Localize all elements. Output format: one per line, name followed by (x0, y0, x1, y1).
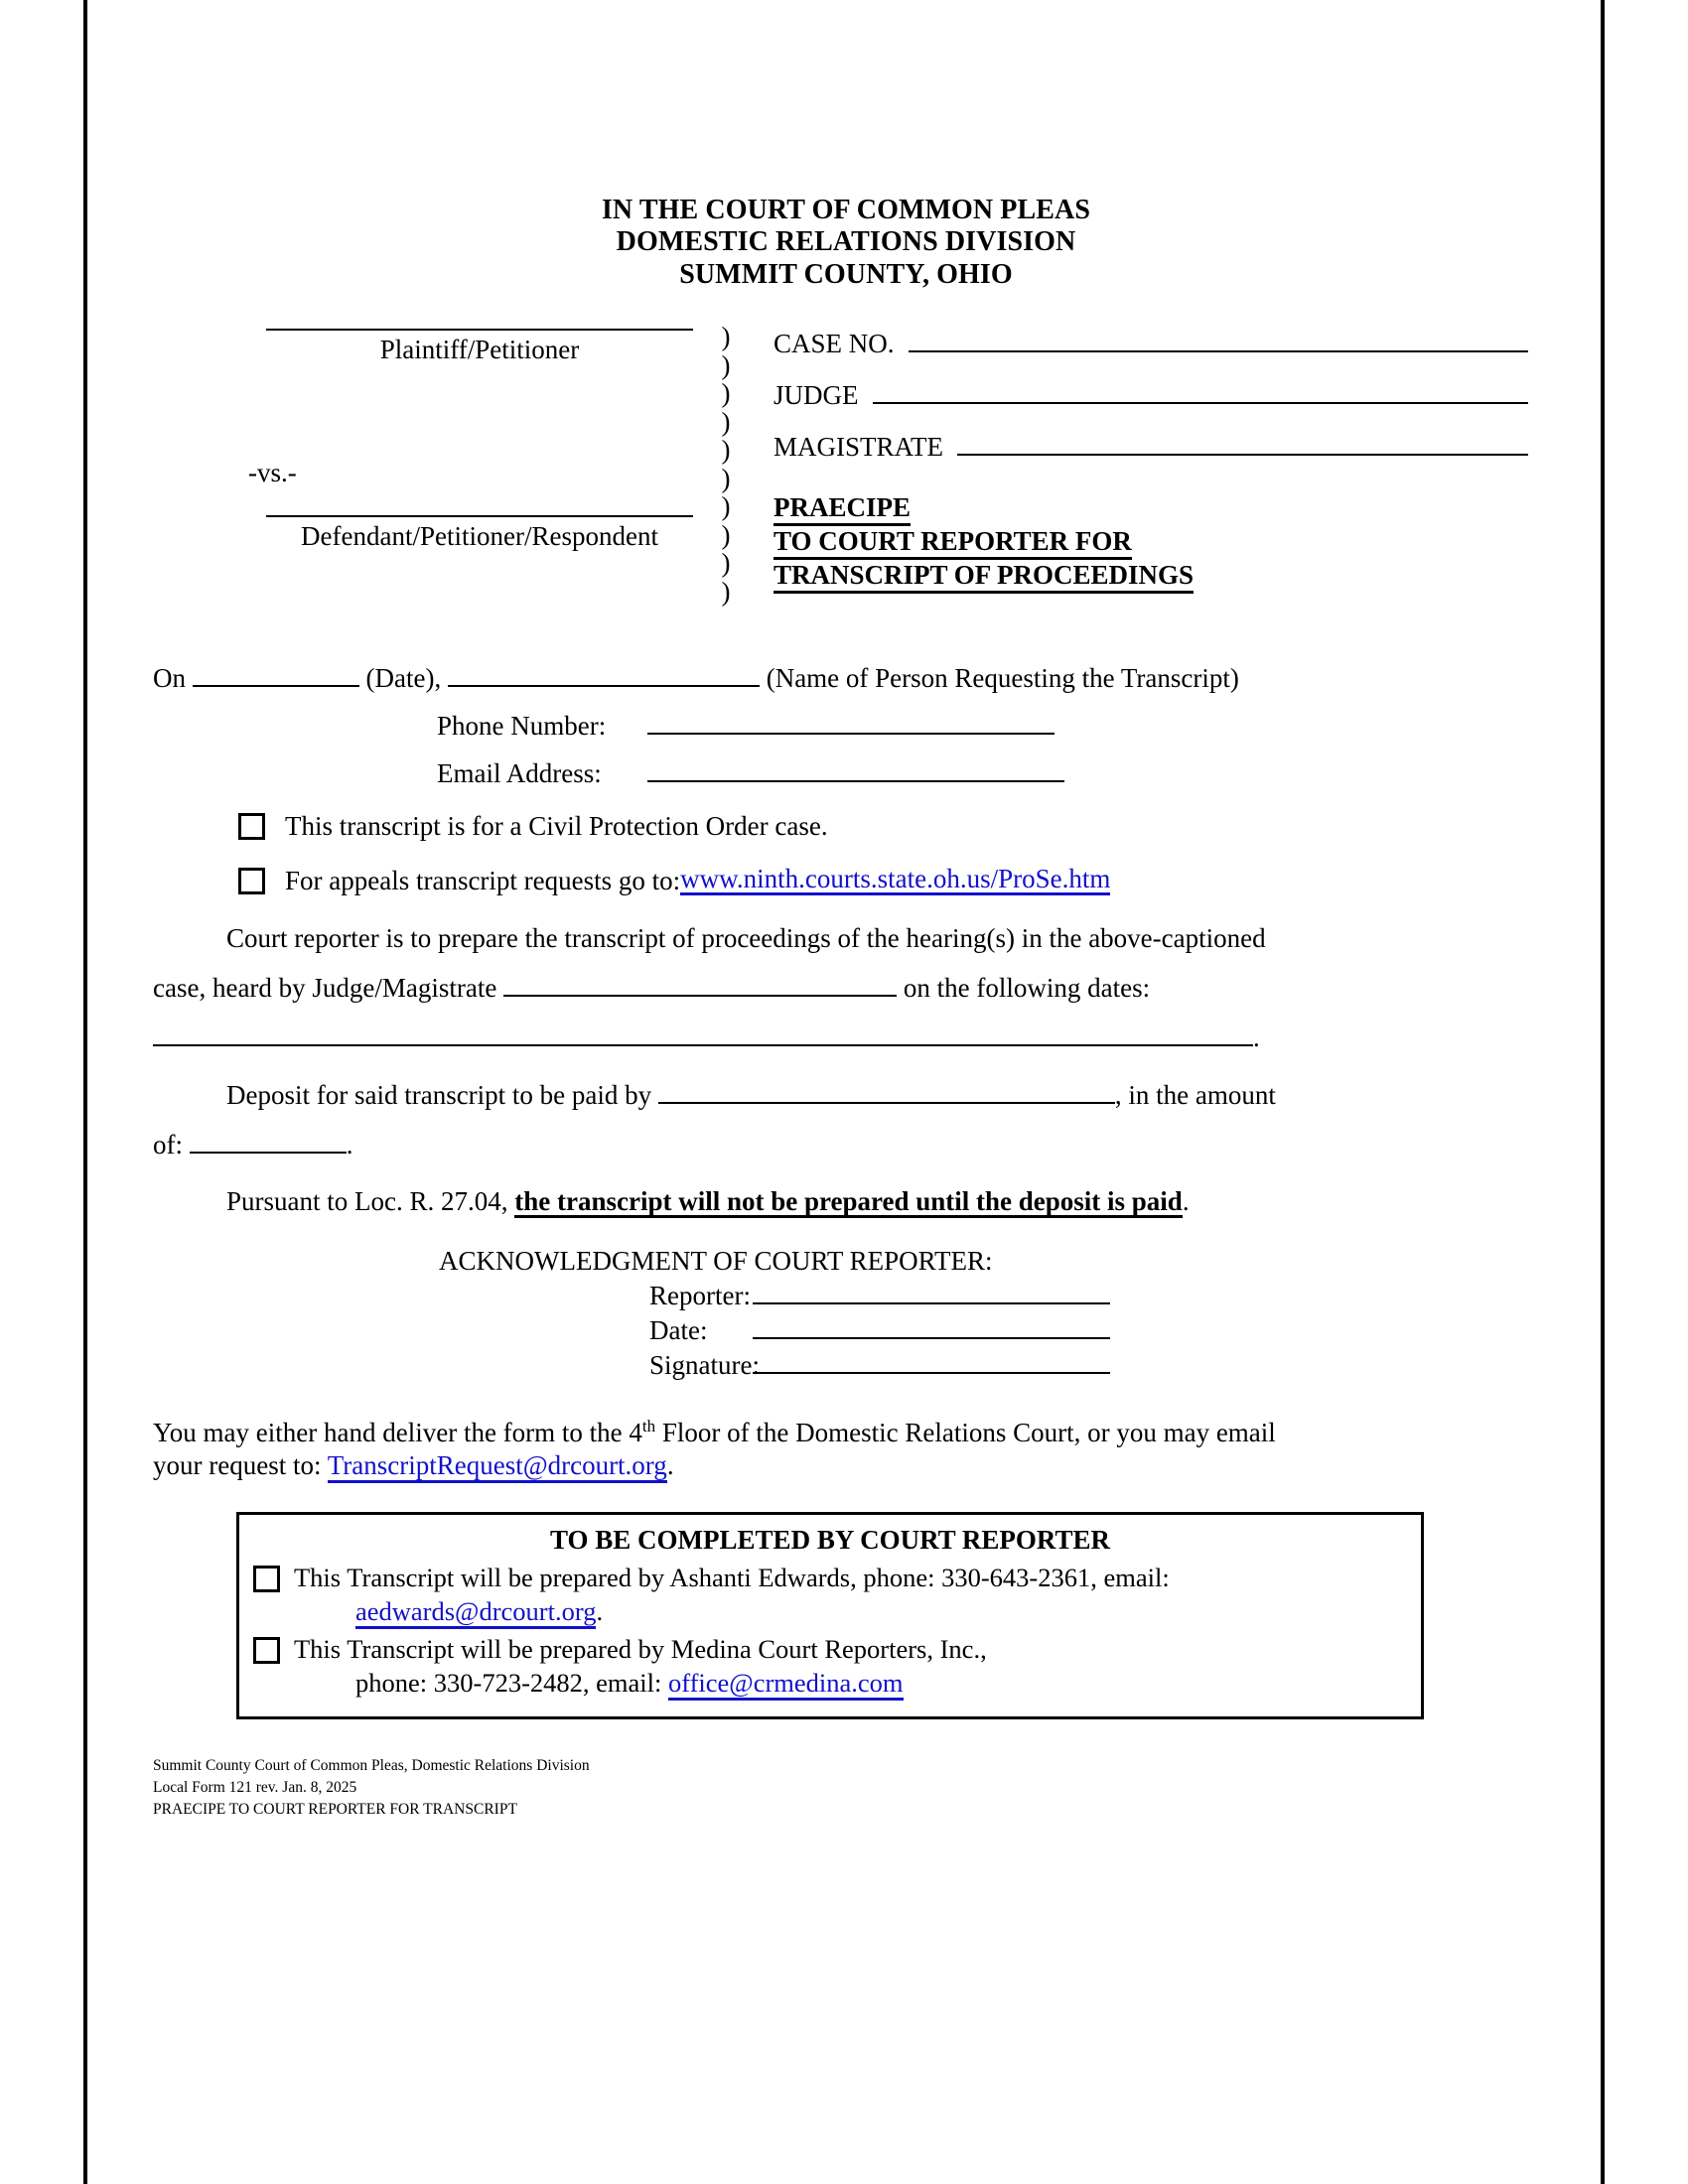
email-blank[interactable] (647, 759, 1064, 782)
judge-label: JUDGE (774, 380, 859, 411)
reporter-option-1-label: This Transcript will be prepared by Ashanti Edwards, phone: 330-643-2361, email: (294, 1563, 1170, 1593)
page-left-rule (83, 0, 87, 2184)
delivery-text-c: your request to: (153, 1450, 328, 1481)
reporter-option-2-text (294, 1633, 987, 1701)
transcript-request-email-link[interactable]: TranscriptRequest@drcourt.org (328, 1450, 667, 1483)
reporter-option-row-1[interactable] (253, 1562, 1407, 1629)
footer-line-2: Local Form 121 rev. Jan. 8, 2025 (153, 1778, 357, 1796)
reporter-option-1-text (294, 1562, 1170, 1629)
magistrate-label: MAGISTRATE (774, 432, 944, 463)
delivery-instructions (153, 1417, 1539, 1482)
page-right-rule (1601, 0, 1605, 2184)
deposit-line-2 (153, 1131, 1539, 1159)
plaintiff-label: Plaintiff/Petitioner (379, 335, 580, 365)
reporter-name-label: Reporter: (649, 1281, 751, 1311)
requester-name-label: (Name of Person Requesting the Transcript) (766, 663, 1239, 694)
reporter-date-blank[interactable] (753, 1317, 1110, 1339)
checkbox-medina-court-reporters[interactable] (253, 1637, 280, 1664)
caption-paren: ) (721, 463, 731, 493)
phone-blank[interactable] (647, 712, 1055, 735)
document-title-line-2: TO COURT REPORTER FOR (774, 527, 1132, 560)
caption-paren: ) (721, 435, 731, 466)
hearing-dates-blank[interactable] (153, 1024, 1253, 1046)
reporter-option-2-continuation (294, 1667, 987, 1701)
delivery-period: . (666, 1450, 674, 1481)
local-rule-paragraph (153, 1188, 1539, 1218)
delivery-text-b: Floor of the Domestic Relations Court, or you may email (655, 1418, 1276, 1448)
caption-paren: ) (721, 548, 731, 579)
checkbox-row-appeals[interactable] (153, 866, 1539, 895)
local-rule-emphasis: the transcript will not be prepared until the deposit is paid (514, 1186, 1183, 1217)
case-number-blank[interactable] (909, 329, 1528, 352)
versus-label: -vs.- (248, 458, 297, 488)
reporter-signature-blank[interactable] (753, 1352, 1110, 1374)
checkbox-ashanti-edwards[interactable] (253, 1566, 280, 1592)
caption-paren: ) (721, 491, 731, 522)
footer-line-3: PRAECIPE TO COURT REPORTER FOR TRANSCRIPT (153, 1800, 517, 1818)
magistrate-blank[interactable] (957, 432, 1528, 456)
preparation-period: . (1253, 1023, 1260, 1053)
preparation-line-1 (153, 925, 1539, 952)
email-label: Email Address: (437, 758, 602, 789)
delivery-line-1 (153, 1417, 1539, 1449)
reporter-name-blank[interactable] (753, 1283, 1110, 1304)
caption-paren: ) (721, 378, 731, 409)
medina-phone-text: phone: 330-723-2482, email: (355, 1668, 668, 1698)
reporter-name-row (153, 1283, 1539, 1309)
phone-row (153, 712, 1539, 740)
heading-line-1: IN THE COURT OF COMMON PLEAS (601, 195, 1091, 225)
deposit-payer-blank[interactable] (658, 1081, 1115, 1104)
checkbox-appeals-label: For appeals transcript requests go to: (285, 865, 681, 895)
deposit-amount-blank[interactable] (190, 1131, 347, 1154)
case-caption (153, 322, 1539, 607)
preparation-line-2 (153, 974, 1539, 1002)
caption-paren: ) (721, 349, 731, 380)
crmedina-email-link[interactable]: office@crmedina.com (668, 1668, 904, 1701)
reporter-option-1-period: . (596, 1596, 604, 1627)
requester-line (153, 664, 1539, 692)
local-rule-line (153, 1188, 1539, 1218)
reporter-signature-label: Signature: (649, 1350, 760, 1381)
reporter-option-1-continuation (294, 1595, 1170, 1629)
requester-name-blank[interactable] (448, 664, 760, 687)
case-number-row (774, 329, 1528, 380)
caption-fields (774, 329, 1528, 595)
document-page (89, 0, 1601, 2184)
caption-paren: ) (721, 519, 731, 550)
acknowledgment-title: ACKNOWLEDGMENT OF COURT REPORTER: (439, 1246, 993, 1277)
preparation-text-1: Court reporter is to prepare the transcript of proceedings of the hearing(s) in the above-captioned (226, 923, 1266, 954)
footer-line-1: Summit County Court of Common Pleas, Domestic Relations Division (153, 1756, 590, 1774)
deposit-text-pre: Deposit for said transcript to be paid by (226, 1080, 652, 1111)
reporter-date-label: Date: (649, 1315, 708, 1346)
reporter-date-row (153, 1317, 1539, 1344)
preparation-line-3 (153, 1024, 1539, 1051)
judge-blank[interactable] (873, 380, 1529, 404)
checkbox-appeals-transcript[interactable] (238, 868, 265, 894)
defendant-label: Defendant/Petitioner/Respondent (301, 521, 658, 552)
checkbox-civil-protection-order[interactable] (238, 813, 265, 840)
floor-ordinal-suffix: th (641, 1417, 656, 1436)
caption-paren-column (711, 323, 741, 606)
document-title-line-1: PRAECIPE (774, 493, 911, 526)
date-label: (Date), (365, 663, 442, 694)
date-blank[interactable] (193, 664, 359, 687)
caption-paren: ) (721, 576, 731, 607)
deposit-line-1 (153, 1081, 1539, 1109)
deposit-of-label: of: (153, 1130, 183, 1160)
reporter-signature-row (153, 1352, 1539, 1379)
court-heading (153, 195, 1539, 291)
document-body (153, 664, 1539, 1821)
court-reporter-box-title: TO BE COMPLETED BY COURT REPORTER (550, 1525, 1110, 1556)
reporter-option-2-label: This Transcript will be prepared by Medina Court Reporters, Inc., (294, 1634, 987, 1665)
document-title-line-3: TRANSCRIPT OF PROCEEDINGS (774, 561, 1194, 594)
caption-paren: ) (721, 322, 731, 352)
judge-row (774, 380, 1528, 432)
email-row (153, 759, 1539, 787)
deposit-paragraph (153, 1081, 1539, 1159)
magistrate-row (774, 432, 1528, 483)
local-rule-text: Pursuant to Loc. R. 27.04, (226, 1186, 508, 1217)
form-footer (153, 1755, 1539, 1821)
delivery-line-2 (153, 1449, 1539, 1482)
court-reporter-box (236, 1512, 1424, 1719)
reporter-option-row-2[interactable] (253, 1633, 1407, 1701)
judge-magistrate-blank[interactable] (503, 974, 897, 997)
aedwards-email-link[interactable]: aedwards@drcourt.org (355, 1596, 596, 1629)
checkbox-cpo-label: This transcript is for a Civil Protection Order case. (285, 811, 828, 842)
case-number-label: CASE NO. (774, 329, 895, 359)
heading-line-2: DOMESTIC RELATIONS DIVISION (616, 226, 1076, 258)
phone-label: Phone Number: (437, 711, 607, 742)
deposit-end-period: . (346, 1130, 353, 1160)
delivery-text-a: You may either hand deliver the form to the 4 (153, 1418, 642, 1448)
preparation-text-2b: on the following dates: (903, 973, 1151, 1004)
appeals-url-link[interactable]: www.ninth.courts.state.oh.us/ProSe.htm (680, 864, 1111, 894)
heading-line-3: SUMMIT COUNTY, OHIO (679, 258, 1013, 290)
deposit-text-mid: , in the amount (1114, 1080, 1276, 1111)
preparation-paragraph (153, 925, 1539, 1051)
caption-paren: ) (721, 406, 731, 437)
document-title (774, 493, 1528, 594)
local-rule-period: . (1182, 1186, 1190, 1217)
on-label: On (153, 663, 186, 694)
preparation-text-2a: case, heard by Judge/Magistrate (153, 973, 497, 1004)
checkbox-row-cpo[interactable] (153, 813, 1539, 840)
